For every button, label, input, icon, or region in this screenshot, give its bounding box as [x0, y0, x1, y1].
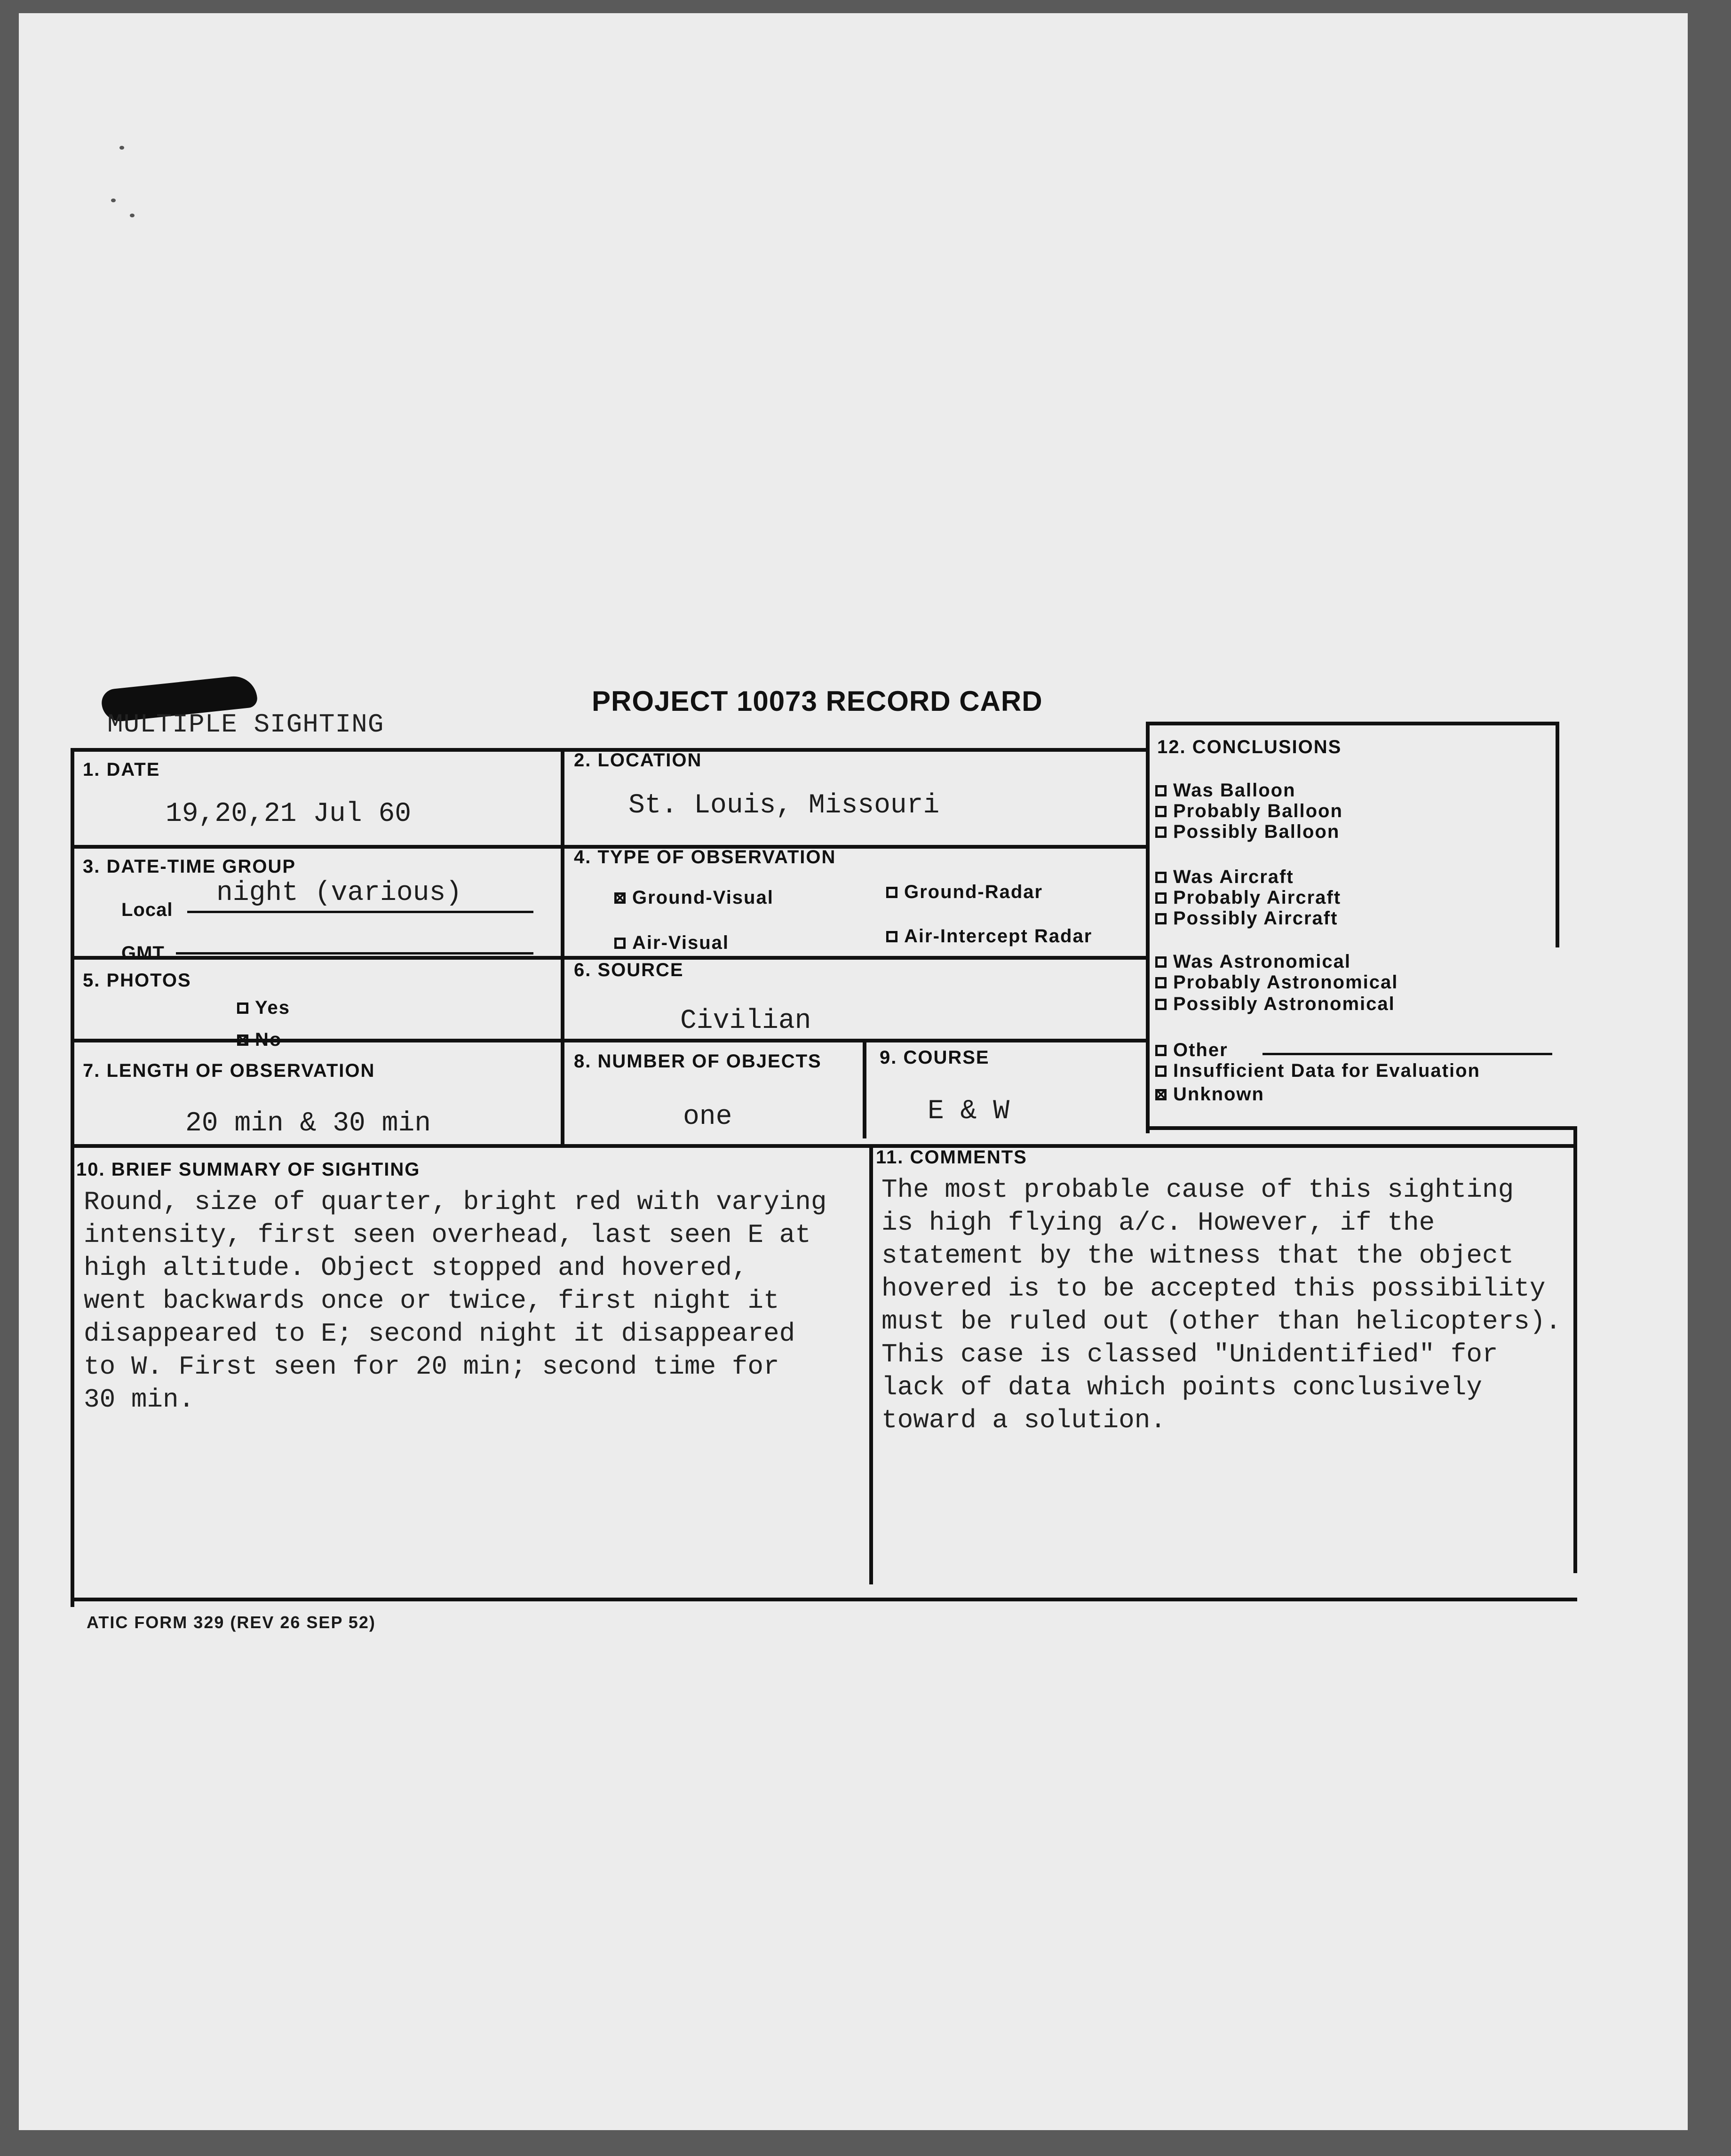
insufficient-data-option[interactable]	[1155, 1060, 1480, 1082]
possibly-aircraft-checkbox[interactable]	[1155, 913, 1167, 924]
possibly-aircraft-option[interactable]	[1155, 908, 1338, 929]
number-of-objects-label: 8. NUMBER OF OBJECTS	[574, 1051, 822, 1072]
air-intercept-radar-label: Air-Intercept Radar	[904, 926, 1093, 947]
ground-visual-checkbox[interactable]	[614, 892, 626, 904]
photos-no-checkbox[interactable]	[237, 1034, 248, 1046]
local-underline	[187, 911, 533, 913]
possibly-balloon-checkbox[interactable]	[1155, 827, 1167, 838]
scan-speck	[130, 214, 135, 217]
probably-aircraft-option[interactable]	[1155, 887, 1341, 908]
number-of-objects-value: one	[683, 1102, 732, 1132]
was-aircraft-checkbox[interactable]	[1155, 872, 1167, 883]
photos-yes-label: Yes	[255, 997, 290, 1018]
location-label: 2. LOCATION	[574, 750, 702, 771]
possibly-astronomical-option[interactable]	[1155, 994, 1395, 1015]
header-note: MULTIPLE SIGHTING	[107, 709, 384, 740]
gmt-underline	[176, 952, 533, 955]
unknown-checkbox[interactable]	[1155, 1089, 1167, 1100]
summary-line: disappeared to E; second night it disappeared	[84, 1319, 795, 1349]
was-balloon-option[interactable]	[1155, 780, 1296, 801]
was-balloon-checkbox[interactable]	[1155, 785, 1167, 796]
length-of-observation-label: 7. LENGTH OF OBSERVATION	[83, 1060, 375, 1081]
unknown-option[interactable]	[1155, 1084, 1264, 1105]
source-value: Civilian	[680, 1006, 811, 1036]
was-astronomical-label: Was Astronomical	[1173, 951, 1351, 972]
probably-aircraft-checkbox[interactable]	[1155, 892, 1167, 904]
probably-balloon-checkbox[interactable]	[1155, 806, 1167, 817]
was-aircraft-label: Was Aircraft	[1173, 867, 1294, 887]
unknown-label: Unknown	[1173, 1084, 1264, 1105]
air-intercept-radar-option[interactable]	[886, 926, 1092, 947]
possibly-balloon-option[interactable]	[1155, 821, 1340, 843]
summary-text	[84, 1185, 826, 1416]
air-visual-option[interactable]	[614, 932, 729, 954]
other-option[interactable]	[1155, 1040, 1228, 1061]
insufficient-data-checkbox[interactable]	[1155, 1066, 1167, 1077]
comments-line: This case is classed "Unidentified" for	[881, 1339, 1498, 1369]
comments-line: is high flying a/c. However, if the	[881, 1208, 1435, 1238]
course-value: E & W	[928, 1096, 1010, 1127]
comments-line: The most probable cause of this sighting	[881, 1175, 1514, 1205]
length-of-observation-value: 20 min & 30 min	[185, 1108, 431, 1139]
possibly-astronomical-label: Possibly Astronomical	[1173, 994, 1395, 1014]
probably-astronomical-option[interactable]	[1155, 972, 1398, 993]
probably-balloon-option[interactable]	[1155, 801, 1343, 822]
conclusions-label: 12. CONCLUSIONS	[1157, 737, 1342, 757]
summary-line: Round, size of quarter, bright red with varying	[84, 1187, 827, 1217]
summary-line: 30 min.	[84, 1384, 195, 1415]
probably-aircraft-label: Probably Aircraft	[1173, 887, 1342, 908]
ground-visual-label: Ground-Visual	[632, 887, 774, 908]
summary-line: intensity, first seen overhead, last seen E at	[84, 1220, 811, 1250]
gmt-label: GMT	[121, 943, 165, 963]
date-time-group-label: 3. DATE-TIME GROUP	[83, 856, 296, 877]
comments-line: lack of data which points conclusively	[881, 1372, 1483, 1402]
ground-radar-checkbox[interactable]	[886, 887, 897, 898]
summary-line: high altitude. Object stopped and hovered,	[84, 1253, 748, 1283]
scan-speck	[111, 199, 116, 202]
other-checkbox[interactable]	[1155, 1045, 1167, 1056]
photos-label: 5. PHOTOS	[83, 970, 191, 991]
air-visual-checkbox[interactable]	[614, 938, 626, 949]
air-intercept-radar-checkbox[interactable]	[886, 931, 897, 942]
card-title: PROJECT 10073 RECORD CARD	[592, 685, 1043, 717]
insufficient-data-label: Insufficient Data for Evaluation	[1173, 1060, 1480, 1081]
comments-text	[881, 1173, 1561, 1437]
ground-visual-option[interactable]	[614, 887, 774, 908]
summary-line: to W. First seen for 20 min; second time for	[84, 1352, 779, 1382]
other-underline	[1263, 1053, 1552, 1055]
summary-line: went backwards once or twice, first night it	[84, 1286, 779, 1316]
local-label: Local	[121, 899, 173, 920]
comments-label: 11. COMMENTS	[876, 1147, 1027, 1168]
photos-yes-checkbox[interactable]	[237, 1002, 248, 1014]
air-visual-label: Air-Visual	[632, 932, 729, 953]
ground-radar-label: Ground-Radar	[904, 882, 1043, 902]
local-value: night (various)	[216, 878, 462, 908]
ground-radar-option[interactable]	[886, 882, 1043, 903]
photos-no-label: No	[255, 1029, 282, 1050]
comments-line: toward a solution.	[881, 1405, 1166, 1435]
comments-line: must be ruled out (other than helicopters).	[881, 1306, 1562, 1337]
other-label: Other	[1173, 1040, 1228, 1060]
was-aircraft-option[interactable]	[1155, 867, 1294, 888]
photos-yes-option[interactable]	[237, 997, 290, 1018]
probably-astronomical-label: Probably Astronomical	[1173, 972, 1398, 993]
location-value: St. Louis, Missouri	[628, 790, 940, 821]
scan-speck	[119, 146, 124, 150]
possibly-balloon-label: Possibly Balloon	[1173, 821, 1340, 842]
summary-label: 10. BRIEF SUMMARY OF SIGHTING	[76, 1159, 421, 1180]
comments-line: statement by the witness that the object	[881, 1241, 1514, 1271]
photos-no-option[interactable]	[237, 1029, 282, 1050]
was-astronomical-checkbox[interactable]	[1155, 956, 1167, 968]
possibly-astronomical-checkbox[interactable]	[1155, 999, 1167, 1010]
probably-balloon-label: Probably Balloon	[1173, 801, 1343, 821]
date-label: 1. DATE	[83, 759, 160, 780]
was-balloon-label: Was Balloon	[1173, 780, 1296, 801]
source-label: 6. SOURCE	[574, 960, 684, 980]
form-footer: ATIC FORM 329 (REV 26 SEP 52)	[87, 1613, 376, 1632]
possibly-aircraft-label: Possibly Aircraft	[1173, 908, 1338, 929]
date-value: 19,20,21 Jul 60	[166, 799, 412, 829]
course-label: 9. COURSE	[880, 1047, 990, 1068]
comments-line: hovered is to be accepted this possibility	[881, 1273, 1546, 1304]
was-astronomical-option[interactable]	[1155, 951, 1351, 972]
probably-astronomical-checkbox[interactable]	[1155, 977, 1167, 988]
type-of-observation-label: 4. TYPE OF OBSERVATION	[574, 847, 836, 867]
